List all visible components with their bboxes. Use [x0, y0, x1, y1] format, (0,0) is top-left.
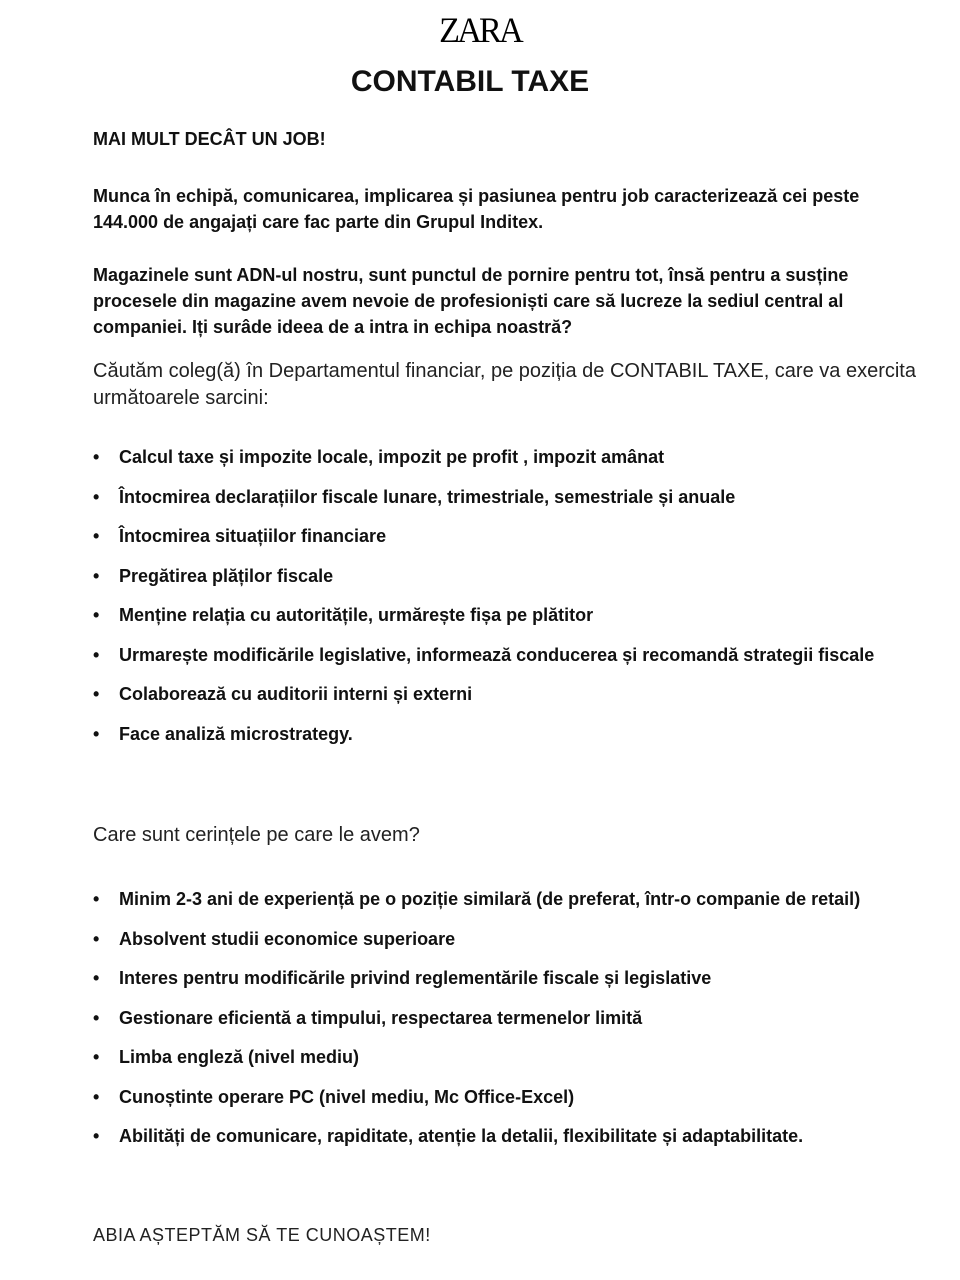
bullet-icon: • — [93, 565, 100, 586]
intro-paragraph: Munca în echipă, comunicarea, implicarea și pasiunea pentru job caracterizează cei peste 144.000 de angajați care fac parte din Grupul Inditex. — [93, 186, 860, 232]
tasks-list — [93, 438, 893, 754]
intro-paragraph: Magazinele sunt ADN-ul nostru, sunt punctul de pornire pentru tot, însă pentru a susține procesele din magazine avem nevoie de profesioniști care să lucreze la sediul central al companiei. Iți surâde ideea de a intra in echipa noastră? — [93, 265, 849, 337]
list-item — [93, 1117, 893, 1157]
requirements-list — [93, 880, 893, 1157]
requirement-text: Limba engleză (nivel mediu) — [119, 1047, 360, 1067]
page-title: CONTABIL TAXE — [350, 65, 590, 98]
bullet-icon: • — [93, 526, 100, 546]
list-item — [93, 478, 893, 518]
list-item — [93, 959, 893, 999]
position-description: Căutăm coleg(ă) în Departamentul financiar, pe poziția de CONTABIL TAXE, care va exercita următoarele sarcini: — [93, 360, 916, 409]
bullet-icon: • — [93, 605, 100, 625]
list-item — [93, 715, 893, 755]
list-item — [93, 557, 893, 597]
list-item — [93, 438, 893, 478]
requirement-text: Cunoștinte operare PC (nivel mediu, Mc Office-Excel) — [119, 1086, 575, 1107]
bullet-icon: • — [93, 928, 100, 949]
list-item — [93, 596, 893, 636]
requirement-text: Minim 2-3 ani de experiență pe o poziție similară (de preferat, într-o companie de retail) — [119, 889, 861, 909]
brand-logo: ZARA — [439, 10, 521, 50]
closing-message: ABIA AȘTEPTĂM SĂ TE CUNOAȘTEM! — [93, 1225, 431, 1245]
bullet-icon: • — [93, 644, 100, 665]
tagline: MAI MULT DECÂT UN JOB! — [93, 129, 326, 149]
task-text: Colaborează cu auditorii interni și externi — [119, 684, 473, 704]
requirement-text: Gestionare eficientă a timpului, respectarea termenelor limită — [119, 1007, 643, 1028]
bullet-icon: • — [93, 1047, 100, 1067]
list-item — [93, 675, 893, 715]
bullet-icon: • — [93, 1086, 100, 1107]
task-text: Menține relația cu autoritățile, urmărește fișa pe plătitor — [119, 605, 594, 625]
requirements-heading: Care sunt cerințele pe care le avem? — [93, 824, 420, 846]
list-item — [93, 636, 893, 676]
bullet-icon: • — [93, 684, 100, 704]
task-text: Întocmirea declarațiilor fiscale lunare, trimestriale, semestriale și anuale — [119, 486, 736, 507]
bullet-icon: • — [93, 486, 100, 507]
requirement-text: Interes pentru modificările privind reglementările fiscale și legislative — [119, 968, 712, 988]
bullet-icon: • — [93, 723, 100, 744]
bullet-icon: • — [93, 889, 100, 909]
list-item — [93, 1038, 893, 1078]
list-item — [93, 999, 893, 1039]
list-item — [93, 880, 893, 920]
list-item — [93, 920, 893, 960]
task-text: Pregătirea plăților fiscale — [119, 565, 334, 586]
list-item — [93, 517, 893, 557]
bullet-icon: • — [93, 447, 100, 467]
task-text: Calcul taxe și impozite locale, impozit pe profit , impozit amânat — [119, 447, 665, 467]
task-text: Urmarește modificările legislative, informează conducerea și recomandă strategii fiscale — [119, 644, 875, 665]
bullet-icon: • — [93, 1007, 100, 1028]
task-text: Face analiză microstrategy. — [119, 723, 353, 744]
bullet-icon: • — [93, 968, 100, 988]
requirement-text: Absolvent studii economice superioare — [119, 928, 456, 949]
bullet-icon: • — [93, 1126, 100, 1146]
requirement-text: Abilități de comunicare, rapiditate, atenție la detalii, flexibilitate și adaptabilitate. — [119, 1126, 804, 1146]
task-text: Întocmirea situațiilor financiare — [119, 526, 387, 546]
list-item — [93, 1078, 893, 1118]
